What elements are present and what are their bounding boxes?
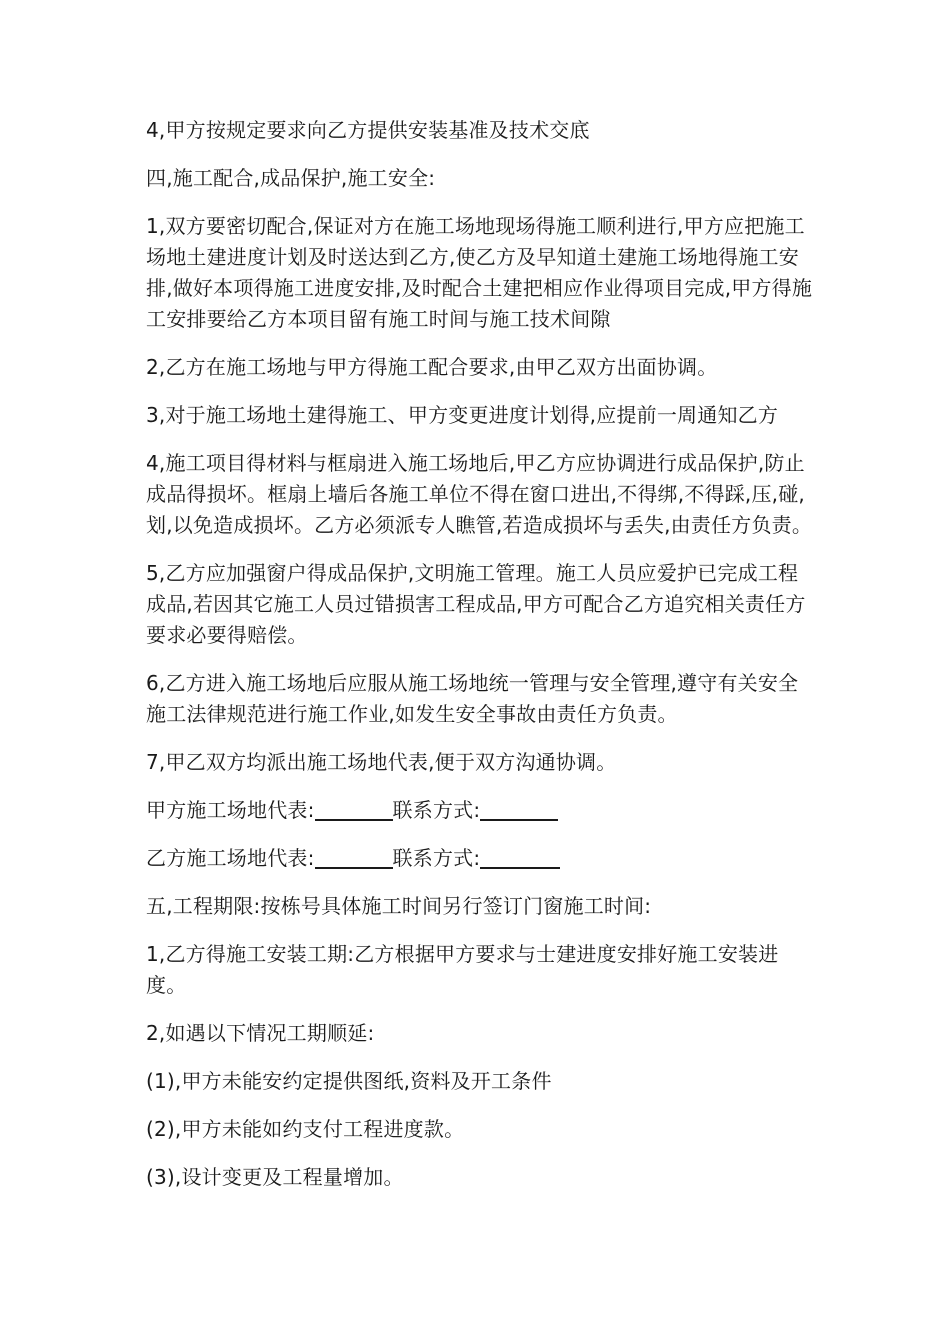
document-page: [146, 115, 814, 1210]
subitem-3-design-change: (3),设计变更及工程量增加。: [146, 1165, 404, 1189]
party-a-representative-blank: [315, 797, 393, 821]
paragraph-item-7-representatives: 7,甲乙双方均派出施工场地代表,便于双方沟通协调。: [146, 750, 617, 774]
paragraph-item-2-extension: 2,如遇以下情况工期顺延:: [146, 1021, 375, 1045]
section-heading-five: 五,工程期限:按栋号具体施工时间另行签订门窗施工时间:: [146, 894, 652, 918]
party-b-contact-label: 联系方式:: [392, 846, 481, 870]
section-heading-four: 四,施工配合,成品保护,施工安全:: [146, 166, 436, 190]
paragraph-item-3-notice: 3,对于施工场地土建得施工、甲方变更进度计划得,应提前一周通知乙方: [146, 403, 779, 427]
subitem-1-drawings: (1),甲方未能安约定提供图纸,资料及开工条件: [146, 1069, 552, 1093]
party-b-representative-line: [146, 843, 814, 874]
paragraph-item-1-cooperation: 1,双方要密切配合,保证对方在施工场地现场得施工顺利进行,甲方应把施工场地土建进度计划及时送达到乙方,使乙方及早知道土建施工场地得施工安排,做好本项得施工进度安排,及时配合土建把相应作业得项目完成,甲方得施工安排要给乙方本项目留有施工时间与施工技术间隙: [146, 214, 813, 331]
paragraph-item-4-basis: 4,甲方按规定要求向乙方提供安装基准及技术交底: [146, 118, 590, 142]
paragraph-item-1-schedule: 1,乙方得施工安装工期:乙方根据甲方要求与士建进度安排好施工安装进度。: [146, 942, 779, 997]
party-b-contact-blank: [480, 845, 560, 869]
party-a-contact-label: 联系方式:: [392, 798, 481, 822]
party-a-representative-label: 甲方施工场地代表:: [146, 798, 315, 822]
paragraph-item-5-window-protection: 5,乙方应加强窗户得成品保护,文明施工管理。施工人员应爱护已完成工程成品,若因其它施工人员过错损害工程成品,甲方可配合乙方追究相关责任方要求必要得赔偿。: [146, 561, 806, 647]
party-b-representative-blank: [315, 845, 393, 869]
party-b-representative-label: 乙方施工场地代表:: [146, 846, 315, 870]
paragraph-item-4-protection: 4,施工项目得材料与框扇进入施工场地后,甲乙方应协调进行成品保护,防止成品得损坏。框扇上墙后各施工单位不得在窗口进出,不得绑,不得踩,压,碰,划,以免造成损坏。乙方必须派专人瞧管,若造成损坏与丢失,由责任方负责。: [146, 451, 813, 537]
paragraph-item-6-safety: 6,乙方进入施工场地后应服从施工场地统一管理与安全管理,遵守有关安全施工法律规范进行施工作业,如发生安全事故由责任方负责。: [146, 671, 799, 726]
party-a-representative-line: [146, 795, 814, 826]
subitem-2-payment: (2),甲方未能如约支付工程进度款。: [146, 1117, 465, 1141]
paragraph-item-2-coordination: 2,乙方在施工场地与甲方得施工配合要求,由甲乙双方出面协调。: [146, 355, 718, 379]
party-a-contact-blank: [480, 797, 558, 821]
